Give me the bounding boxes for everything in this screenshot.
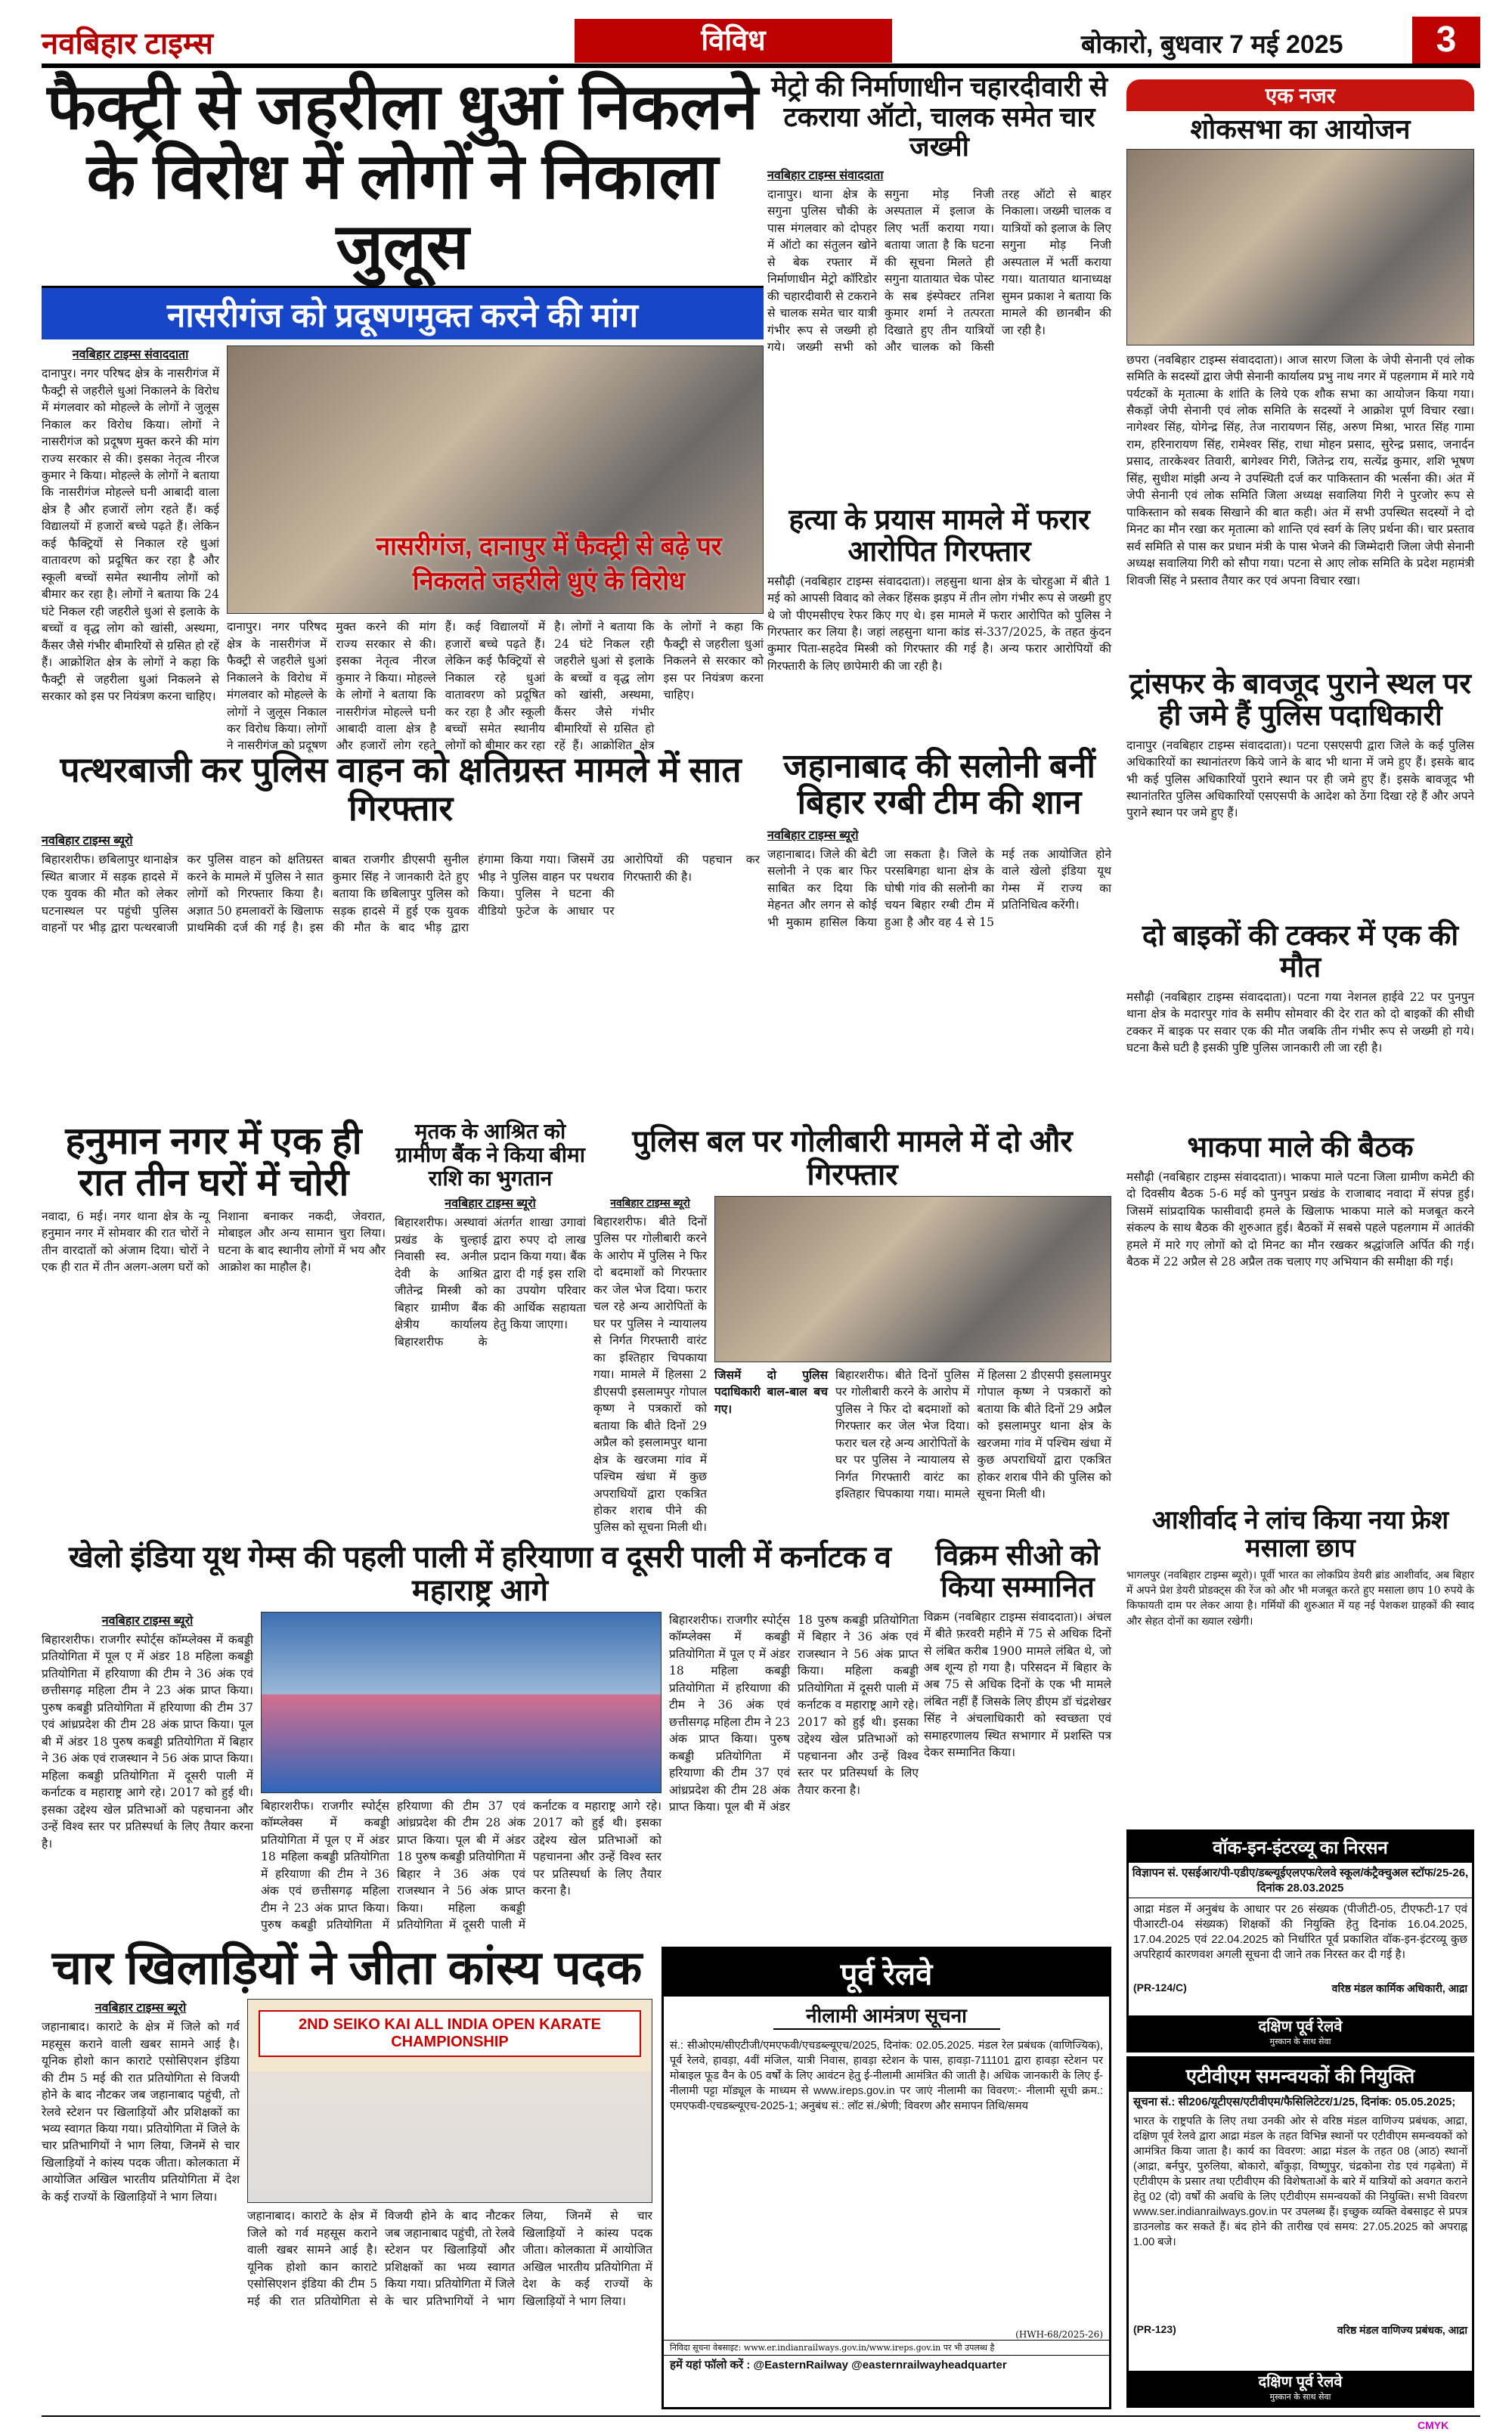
bikes-body: मसौढ़ी (नवबिहार टाइम्स संवाददाता)। पटना गया नेशनल हाईवे 22 पर पुनपुन थाना क्षेत्र के मदारपुर गांव के समीप सोमवार की देर रात को दो बाइकों की सीधी टक्कर में बाइक पर सवार एक की मौत जबकि तीन गंभीर रूप से जख्मी हो गये। घटना कैसे घटी है इसकी पुष्टि पुलिस जानकारी ली जा रही है। <box>1126 990 1474 1055</box>
eastern-body: सं.: सीओएम/सीएटीजी/एमएफवी/एचडब्ल्यूएच/2025, दिनांक: 02.05.2025. मंडल रेल प्रबंधक (वाणिज्यिक), पूर्व रेलवे, हावड़ा, 4वीं मंजिल, यात्री निवास, हावड़ा स्टेशन के पास, हावड़ा-711101 द्वारा हावड़ा स्टेशन पर मोबाइल फूड वैन के 05 वर्षों के लिए आवंटन हेतु ई-नीलामी आमंत्रित की जाती है। अधिक जानकारी के लिए ई-नीलामी पट्टा मॉड्यूल के माध्यम से www.ireps.gov.in पर जाएं नीलामी का विवरण:- नीलामी सूची क्रम.: एमएफवी-एचडब्ल्यूएच-2025-1; अनुबंध सं.: लॉट सं./श्रेणी; विवरण और समापन तिथि/समय <box>670 2040 1103 2112</box>
vikram-body: विक्रम (नवबिहार टाइम्स संवाददाता)। अंचल में बीते फ़रवरी महीने में 75 से अधिक दिनों से लंबित करीब 1900 मामले लंबित थे, जो अब शून्य हो गया है। परिसदन में बिहार के अब 75 से अधिक दिनों के एक भी मामले लंबित नहीं हैं जिसके लिए डीएम डॉ चंद्रशेखर सिंह ने अंचलाधिकारी को स्वच्छता एवं समाहरणालय स्थित सभागार में प्रशस्ति पत्र देकर सम्मानित किया। <box>924 1609 1111 1760</box>
cpiml-story <box>1126 1132 1474 1499</box>
atvm-org: दक्षिण पूर्व रेलवे <box>1258 2374 1343 2390</box>
masthead-logo: नवबिहार टाइम्स <box>42 27 213 60</box>
bikes-story <box>1126 921 1474 1125</box>
metro-byline: नवबिहार टाइम्स संवाददाता <box>767 169 884 182</box>
atvm-ref: सूचना सं.: सी206/यूटीएस/एटीवीएम/फैसिलिटेटर/1/25, दिनांक: 05.05.2025; <box>1133 2096 1456 2108</box>
shoksabha-story <box>1126 79 1474 665</box>
cpiml-body: मसौढ़ी (नवबिहार टाइम्स संवाददाता)। भाकपा माले पटना जिला ग्रामीण कमेटी की दो दिवसीय बैठक 5-6 मई को पुनपुन प्रखंड के राजाबाद नवादा में संपन्न हुई। जिसमें सांप्रदायिक फासीवादी हमले के खिलाफ भाकपा माले को मजबूत करने संकल्प के साथ बैठक की शुरुआत हुई। बैठकों में सबसे पहले पहलगाम में आतंकी हमले में मारे गए लोगों को दो मिनट का मौन रखकर श्रद्धांजलि अर्पित की गई। बैठक में 22 अप्रैल से 28 अप्रैल तक चलाए गए अभियान की समीक्षा की गई। <box>1126 1170 1474 1269</box>
bronze-photo <box>247 1999 652 2203</box>
atvm-body: भारत के राष्ट्रपति के लिए तथा उनकी ओर से वरिष्ठ मंडल वाणिज्य प्रबंधक, आद्रा, दक्षिण पूर्व रेलवे द्वारा आद्रा मंडल के तहत विभिन्न स्थानों पर एटीवीएम समन्वयकों को आमंत्रित किया जाता है। कार्य का विवरण: आद्रा मंडल के तहत 08 (आठ) स्थानों (आद्रा, बर्नपुर, पुरुलिया, बोकारो, बाँकुड़ा, विष्णुपुर, चंद्रकोना रोड एवं गढ़बेता) में एटीवीएम के प्रसार तथा एटीवीएम की विशेषताओं के बारे में यात्रियों को अवगत कराने हेतु 02 (दो) वर्षों की अवधि के लिए एटीवीएम समन्वयकों की नियुक्ति। सभी विवरण www.ser.indianrailways.gov.in पर उपलब्ध हैं। इच्छुक व्यक्ति वेबसाइट से प्रपत्र डाउनलोड कर सकते हैं। बंद होने की तारीख एवं समय: 27.05.2025 को अपराह्न 1.00 बजे। <box>1133 2115 1467 2248</box>
cmyk-mark: CMYK <box>1418 2419 1449 2431</box>
attempt-body: मसौढ़ी (नवबिहार टाइम्स संवाददाता)। लहसुना थाना क्षेत्र के चोरहुआ में बीते 1 मई को आपसी विवाद को लेकर हिंसक झड़प में तीन लोग गंभीर रूप से जख्मी हुए थे जो पीएमसीएच रेफर किए गए थे। इस मामले में फरार आरोपित को पुलिस ने गिरफ्तार कर लिया है। जहां लहसुना थाना कांड सं-337/2025, के तहत कुंदन कुमार पिता-सहदेव मिस्त्री को गिरफ्तार की गई है। अन्य फरार आरोपियों की गिरफ्तारी के लिए छापेमारी की जा रही है। <box>767 574 1111 673</box>
firing-body: बिहारशरीफ। बीते दिनों पुलिस पर गोलीबारी करने के आरोप में पुलिस ने फिर दो बदमाशों को गिरफ्तार कर जेल भेज दिया। फरार चल रहे अन्य आरोपितों के घर पर पुलिस ने न्यायालय से निर्गत गिरफ्तारी वारंट का इश्तिहार चिपकाया गया। मामले में हिलसा 2 डीएसपी इसलामपुर गोपाल कृष्ण ने पत्रकारों को बताया कि बीते दिनों 29 अप्रैल को इसलामपुर थाना क्षेत्र के खरजमा गांव में पश्चिम खंधा में कुछ अपराधियों द्वारा एकत्रित होकर शराब पीने की पुलिस को सूचना मिली थी। <box>593 1215 707 1535</box>
lead-story <box>42 71 764 753</box>
lead-body-continued: दानापुर। नगर परिषद क्षेत्र के नासरीगंज में फैक्ट्री से जहरीले धुआं निकालने के विरोध में मंगलवार को मोहल्ले के लोगों ने जुलूस निकाल कर विरोध किया। लोगों ने नासरीगंज को प्रदूषण मुक्त करने की मांग राज्य सरकार से की। इसका नेतृत्व नीरज कुमार ने किया। मोहल्ले के लोगों ने बताया कि नासरीगंज मोहल्ले घनी आबादी वाला क्षेत्र है और हजारों लोग रहते हैं। कई विद्यालयों में हजारों बच्चे पढ़ते हैं। लेकिन कई फैक्ट्रियों से निकाल रहे धुआं वातावरण को प्रदूषित कर रहा है और स्कूली बच्चों समेत स्थानीय लोगों को बीमार कर रहा है। लोगों ने बताया कि 24 घंटे निकल रही जहरीले धुआं से इलाके के बच्चों व वृद्ध लोग को खांसी, अस्थमा, कैंसर जैसे गंभीर बीमारियों से ग्रसित हो रहें हैं। आक्रोशित क्षेत्र के लोगों ने कहा कि फैक्ट्री से जहरीला धुआं निकलने से सरकार को इस पर नियंत्रण करना चाहिए। <box>227 620 764 753</box>
masthead-rule <box>42 64 1480 68</box>
saloni-body: जहानाबाद। जिले की बेटी सलोनी ने एक बार फिर साबित कर दिया कि मेहनत और लगन से कोई भी मुकाम हासिल किया जा सकता है। जिले के परसबिगहा थाना क्षेत्र के घोषी गांव की सलोनी का चयन बिहार रग्बी टीम में हुआ है और वह 4 से 15 मई तक आयोजित होने वाले खेलो इंडिया यूथ गेम्स में राज्य का प्रतिनिधित्व करेंगी। <box>767 847 1111 929</box>
metro-body: दानापुर। थाना क्षेत्र के सगुना पुलिस चौकी के पास मंगलवार को दोपहर में ऑटो का संतुलन खोने से बेक रफ्तार में निर्माणाधीन मेट्रो कॉरिडोर की चहारदीवारी से टकराने से चालक समेत चार यात्री गंभीर रूप से जख्मी हो गये। जख्मी सभी को सगुना मोड़ निजी अस्पताल में इलाज के लिए भर्ती कराया गया। बताया जाता है कि घटना की सूचना मिलते ही सगुना यातायात चेक पोस्ट के सब इंस्पेक्टर तनिश कुमार शर्मा ने तत्परता दिखाते हुए तीन यात्रियों और चालक को किसी तरह ऑटो से बाहर निकाला। जख्मी चालक व यात्रियों को इलाज के लिए सगुना मोड़ निजी अस्पताल में भर्ती कराया गया। यातायात थानाध्यक्ष सुमन प्रकाश ने बताया कि मामले की छानबीन की जा रही है। <box>767 187 1111 354</box>
stone-story <box>42 751 760 1114</box>
firing-headline: पुलिस बल पर गोलीबारी मामले में दो और गिरफ्तार <box>632 1125 1073 1191</box>
saloni-story <box>767 748 1111 1114</box>
walkin-ad <box>1126 1829 1474 2052</box>
transfer-story <box>1126 669 1474 915</box>
atvm-code: (PR-123) <box>1133 2323 1176 2335</box>
bronze-photo-banner: 2ND SEIKO KAI ALL INDIA OPEN KARATE CHAMPIONSHIP <box>259 2010 641 2057</box>
theft-story <box>42 1120 386 1535</box>
attempt-story <box>767 505 1111 741</box>
khelo-story <box>42 1541 919 1938</box>
atvm-title: एटीवीएम समन्वयकों की नियुक्ति <box>1129 2059 1472 2092</box>
ek-nazar-label: एक नजर <box>1126 79 1474 111</box>
stone-headline: पत्थरबाजी कर पुलिस वाहन को क्षतिग्रस्त मामले में सात गिरफ्तार <box>60 750 742 828</box>
saloni-headline: जहानाबाद की सलोनी बनीं बिहार रग्बी टीम की शान <box>783 748 1095 822</box>
saloni-byline: नवबिहार टाइम्स ब्यूरो <box>767 829 859 842</box>
metro-headline: मेट्रो की निर्माणाधीन चहारदीवारी से टकराया ऑटो, चालक समेत चार जख्मी <box>770 71 1108 163</box>
eastern-railway-ad <box>662 1947 1111 2409</box>
shoksabha-headline: शोकसभा का आयोजन <box>1190 113 1411 144</box>
firing-byline: नवबिहार टाइम्स ब्यूरो <box>610 1197 690 1209</box>
dateline: बोकारो, बुधवार 7 मई 2025 <box>1081 30 1343 59</box>
stone-body: बिहारशरीफ। छबिलापुर थानाक्षेत्र स्थित बाजार में सड़क हादसे में एक युवक की मौत को लेकर घटनास्थल पर पहुंची पुलिस वाहनों पर भीड़ द्वारा पत्थरबाजी कर पुलिस वाहन को क्षतिग्रस्त करने के मामले में पुलिस ने सात लोगों को गिरफ्तार किया है। अज्ञात 50 हमलावरों के खिलाफ प्राथमिकी दर्ज की गई है। इस बाबत राजगीर डीएसपी सुनील कुमार सिंह ने जानकारी देते हुए बताया कि छबिलापुर पुलिस को सड़क हादसे में हुई एक युवक की मौत के बाद भीड़ द्वारा हंगामा किया गया। जिसमें उग्र भीड़ ने पुलिस वाहन पर पथराव किया। पुलिस ने घटना की वीडियो फुटेज के आधार पर आरोपियों की पहचान कर गिरफ्तारी की है। <box>42 853 760 935</box>
khelo-body-continued: बिहारशरीफ। राजगीर स्पोर्ट्स कॉम्प्लेक्स में कबड्डी प्रतियोगिता में पूल ए में अंडर 18 महिला कबड्डी प्रतियोगिता में हरियाणा की टीम ने 36 अंक एवं छत्तीसगढ़ महिला टीम ने 23 अंक प्राप्त किया। पुरुष कबड्डी प्रतियोगिता में हरियाणा की टीम 37 एवं आंध्रप्रदेश की टीम 28 अंक प्राप्त किया। पूल बी में अंडर 18 पुरुष कबड्डी प्रतियोगिता में बिहार ने 36 अंक एवं राजस्थान ने 56 अंक प्राप्त किया। महिला कबड्डी प्रतियोगिता में दूसरी पाली में कर्नाटक व महाराष्ट्र आगे रहे। 2017 को हुई थी। इसका उद्देश्य खेल प्रतिभाओं को पहचानना और उन्हें विश्व स्तर पर प्रतिस्पर्धा के लिए तैयार करना है। <box>261 1799 662 1932</box>
khelo-headline: खेलो इंडिया यूथ गेम्स की पहली पाली में हरियाणा व दूसरी पाली में कर्नाटक व महाराष्ट्र आगे <box>69 1541 891 1607</box>
bronze-body-continued: जहानाबाद। काराटे के क्षेत्र में जिले को गर्व महसूस कराने वाली खबर सामने आई है। यूनिक होशो कान काराटे एसोसिएशन इंडिया की टीम 5 मई की रात प्रतियोगिता से विजयी होने के बाद नौटकर जब जहानाबाद पहुंची, तो रेलवे स्टेशन पर खिलाड़ियों और प्रशिक्षकों का भव्य स्वागत किया गया। प्रतियोगिता में जिले के चार प्रतिभागियों ने भाग लिया, जिनमें से चार खिलाड़ियों ने कांस्य पदक जीता। कोलकाता में आयोजित अखिल भारतीय प्रतियोगिता में देश के कई राज्यों के खिलाड़ियों ने भाग लिया। <box>247 2209 652 2308</box>
footer-rule <box>42 2415 1480 2417</box>
lead-photo-caption: नासरीगंज, दानापुर में फैक्ट्री से बढ़े पर निकलते जहरीले धुएं के विरोध <box>376 532 722 596</box>
theft-body: नवादा, 6 मई। नगर थाना क्षेत्र के न्यू हनुमान नगर में सोमवार की रात चोरों ने तीन वारदातों को अंजाम दिया। चोरों ने एक ही रात में तीन अलग-अलग घरों को निशाना बनाकर नकदी, जेवरात, मोबाइल और अन्य सामान चुरा लिया। घटना के बाद स्थानीय लोगों में भय और आक्रोश का माहौल है। <box>42 1210 386 1275</box>
walkin-org: दक्षिण पूर्व रेलवे <box>1258 2018 1343 2035</box>
walkin-body: आद्रा मंडल में अनुबंध के आधार पर 26 संख्यक (पीजीटी-05, टीएफटी-17 एवं पीआरटी-04 संख्यक) शिक्षकों की नियुक्ति हेतु दिनांक 16.04.2025, 17.04.2025 एवं 22.04.2025 को निर्धारित पूर्व प्रकाशित वॉक-इन-इंटरव्यू कुछ अपरिहार्य कारणवश अगली सूचना दी जाने तक निरस्त कर दी गई है। <box>1133 1903 1467 1961</box>
eastern-footer: निविदा सूचना वेबसाइट: www.er.indianrailways.gov.in/www.ireps.gov.in पर भी उपलब्ध है <box>664 2340 1109 2355</box>
atvm-ad <box>1126 2056 1474 2408</box>
eastern-social: हमें यहां फॉलो करें : @EasternRailway @easternrailwayheadquarter <box>664 2355 1109 2374</box>
firing-body-continued: बिहारशरीफ। बीते दिनों पुलिस पर गोलीबारी करने के आरोप में पुलिस ने फिर दो बदमाशों को गिरफ्तार कर जेल भेज दिया। फरार चल रहे अन्य आरोपितों के घर पर पुलिस ने न्यायालय से निर्गत गिरफ्तारी वारंट का इश्तिहार चिपकाया गया। मामले में हिलसा 2 डीएसपी इसलामपुर गोपाल कृष्ण ने पत्रकारों को बताया कि बीते दिनों 29 अप्रैल को इसलामपुर थाना क्षेत्र के खरजमा गांव में पश्चिम खंधा में कुछ अपराधियों द्वारा एकत्रित होकर शराब पीने की पुलिस को सूचना मिली थी। <box>835 1368 1111 1501</box>
cpiml-headline: भाकपा माले की बैठक <box>1187 1132 1414 1163</box>
lead-photo <box>227 345 764 614</box>
atvm-signatory: वरिष्ठ मंडल वाणिज्य प्रबंधक, आद्रा <box>1337 2324 1467 2336</box>
eastern-subtitle: नीलामी आमंत्रण सूचना <box>773 2001 1000 2030</box>
attempt-headline: हत्या के प्रयास मामले में फरार आरोपित गिरफ्तार <box>789 504 1090 568</box>
khelo-body: बिहारशरीफ। राजगीर स्पोर्ट्स कॉम्प्लेक्स में कबड्डी प्रतियोगिता में पूल ए में अंडर 18 महिला कबड्डी प्रतियोगिता में हरियाणा की टीम ने 36 अंक एवं छत्तीसगढ़ महिला टीम ने 23 अंक प्राप्त किया। पुरुष कबड्डी प्रतियोगिता में हरियाणा की टीम 37 एवं आंध्रप्रदेश की टीम 28 अंक प्राप्त किया। पूल बी में अंडर 18 पुरुष कबड्डी प्रतियोगिता में बिहार ने 36 अंक एवं राजस्थान ने 56 अंक प्राप्त किया। महिला कबड्डी प्रतियोगिता में दूसरी पाली में कर्नाटक व महाराष्ट्र आगे रहे। 2017 को हुई थी। इसका उद्देश्य खेल प्रतिभाओं को पहचानना और उन्हें विश्व स्तर पर प्रतिस्पर्धा के लिए तैयार करना है। <box>42 1633 253 1851</box>
bank-body: बिहारशरीफ। अस्थावां प्रखंड के चुल्हाई निवासी स्व. अनील देवी के आश्रित जीतेन्द्र मिस्त्री को बिहार ग्रामीण बैंक क्षेत्रीय कार्यालय बिहारशरीफ के अंतर्गत शाखा उगावां द्वारा रुपए दो लाख प्रदान किया गया। बैंक द्वारा दी गई इस राशि का उपयोग परिवार की आर्थिक सहायता हेतु किया जाएगा। <box>395 1216 586 1349</box>
masala-headline: आशीर्वाद ने लांच किया नया फ्रेश मसाला छाप <box>1151 1506 1449 1563</box>
khelo-body-right: बिहारशरीफ। राजगीर स्पोर्ट्स कॉम्प्लेक्स में कबड्डी प्रतियोगिता में पूल ए में अंडर 18 महिला कबड्डी प्रतियोगिता में हरियाणा की टीम ने 36 अंक एवं छत्तीसगढ़ महिला टीम ने 23 अंक प्राप्त किया। पुरुष कबड्डी प्रतियोगिता में हरियाणा की टीम 37 एवं आंध्रप्रदेश की टीम 28 अंक प्राप्त किया। पूल बी में अंडर 18 पुरुष कबड्डी प्रतियोगिता में बिहार ने 36 अंक एवं राजस्थान ने 56 अंक प्राप्त किया। महिला कबड्डी प्रतियोगिता में दूसरी पाली में कर्नाटक व महाराष्ट्र आगे रहे। 2017 को हुई थी। इसका उद्देश्य खेल प्रतिभाओं को पहचानना और उन्हें विश्व स्तर पर प्रतिस्पर्धा के लिए तैयार करना है। <box>669 1613 919 1814</box>
bank-byline: नवबिहार टाइम्स ब्यूरो <box>445 1197 536 1211</box>
section-label: विविध <box>575 19 892 63</box>
shoksabha-body: छपरा (नवबिहार टाइम्स संवाददाता)। आज सारण जिला के जेपी सेनानी एवं लोक समिति के सदस्यों द्वारा जेपी सेनानी कार्यालय प्रभु नाथ नगर में पहलगाम में मारे गये पर्यटकों के मृतात्मा के शांति के लिये एक शौक सभा का आयोजन किया गया। सैकड़ों जेपी सेनानी एवं लोक समिति के सदस्यों ने आक्रोश पूर्ण विचार रखा। नागेश्वर सिंह, योगेन्द्र सिंह, तेज नारायणन सिंह, अरुण मिश्रा, भारत सिंह गामा राम, हरिनारायण सिंह, रामेश्वर सिंह, राधा मोहन प्रसाद, सुरेन्द्र प्रसाद, जनार्दन प्रसाद, तारकेश्वर तिवारी, बागेश्वर गिरी, जितेन्द्र राय, सत्येंद्र कुमार, शशि भूषण सिंह, सुधीश मांझी अन्य ने उपस्थिती दर्ज कर पाकिस्तान की भर्त्सना की। अंत में जेपी सेनानी एवं लोक समिति जिला अध्यक्ष सवालिया गिरी ने पुरजोर रूप से पाकिस्तान को सबक सिखाने की बात कही। अंत में सभी उपस्थित सदस्यों ने दो मिनट का मौन रखा कर मृतात्मा को शान्ति एवं स्वर्ग के लिए प्रर्थना की। चार प्रस्ताव सर्व समिति से पास कर प्रधान मंत्री के पास भेजने की जिम्मेदारी जिला जेपी सेनानी अध्यक्ष सवालिया गिरी को सौपा गया। पटना से आए लोक समिति के प्रदेश महामंत्री शिवजी सिंह ने प्रस्ताव तैयार कर एवं अपना विचार रखा। <box>1126 352 1474 587</box>
firing-photo <box>714 1196 1111 1362</box>
bank-headline: मृतक के आश्रित को ग्रामीण बैंक ने किया बीमा राशि का भुगतान <box>395 1120 585 1190</box>
walkin-ref: विज्ञापन सं. एसईआर/पी-एडीए/डब्ल्यूईएलएफ/रेलवे स्कूल/कंट्रैक्चुअल स्टॉफ/25-26, दिनांक 28.03.2025 <box>1129 1863 1472 1898</box>
lead-body: दानापुर। नगर परिषद क्षेत्र के नासरीगंज में फैक्ट्री से जहरीले धुआं निकालने के विरोध में मंगलवार को मोहल्ले के लोगों ने जुलूस निकाल कर विरोध किया। लोगों ने नासरीगंज को प्रदूषण मुक्त करने की मांग राज्य सरकार से की। इसका नेतृत्व नीरज कुमार ने किया। मोहल्ले के लोगों ने बताया कि नासरीगंज मोहल्ले घनी आबादी वाला क्षेत्र है और हजारों लोग रहते हैं। कई विद्यालयों में हजारों बच्चे पढ़ते हैं। लेकिन कई फैक्ट्रियों से निकाल रहे धुआं वातावरण को प्रदूषित कर रहा है और स्कूली बच्चों समेत स्थानीय लोगों को बीमार कर रहा है। लोगों ने बताया कि 24 घंटे निकल रही जहरीले धुआं से इलाके के बच्चों व वृद्ध लोग को खांसी, अस्थमा, कैंसर जैसे गंभीर बीमारियों से ग्रसित हो रहें हैं। आक्रोशित क्षेत्र के लोगों ने कहा कि फैक्ट्री से जहरीला धुआं निकलने से सरकार को इस पर नियंत्रण करना चाहिए। <box>42 367 219 704</box>
bronze-body: जहानाबाद। काराटे के क्षेत्र में जिले को गर्व महसूस कराने वाली खबर सामने आई है। यूनिक होशो कान काराटे एसोसिएशन इंडिया की टीम 5 मई की रात प्रतियोगिता से विजयी होने के बाद नौटकर जब जहानाबाद पहुंची, तो रेलवे स्टेशन पर खिलाड़ियों और प्रशिक्षकों का भव्य स्वागत किया गया। प्रतियोगिता में जिले के चार प्रतिभागियों ने भाग लिया, जिनमें से चार खिलाड़ियों ने कांस्य पदक जीता। कोलकाता में आयोजित अखिल भारतीय प्रतियोगिता में देश के कई राज्यों के खिलाड़ियों ने भाग लिया। <box>42 2020 240 2204</box>
masala-story <box>1126 1507 1474 1809</box>
bronze-byline: नवबिहार टाइम्स ब्यूरो <box>94 2002 187 2015</box>
vikram-headline: विक्रम सीओ को किया सम्मानित <box>935 1540 1100 1603</box>
stone-byline: नवबिहार टाइम्स ब्यूरो <box>42 835 133 848</box>
bank-story <box>395 1120 586 1535</box>
page-number: 3 <box>1412 17 1480 64</box>
eastern-ref: (HWH-68/2025-26) <box>1015 2329 1103 2340</box>
atvm-tagline: मुस्कान के साथ सेवा <box>1269 2392 1331 2402</box>
transfer-headline: ट्रांसफर के बावजूद पुराने स्थल पर ही जमे हैं पुलिस पदाधिकारी <box>1129 668 1471 732</box>
lead-byline: नवबिहार टाइम्स संवाददाता <box>72 349 189 362</box>
bronze-headline: चार खिलाड़ियों ने जीता कांस्य पदक <box>51 1942 643 1994</box>
bikes-headline: दो बाइकों की टक्कर में एक की मौत <box>1142 920 1459 984</box>
masala-body: भागलपुर (नवबिहार टाइम्स ब्यूरो)। पूर्वी भारत का लोकप्रिय डेयरी ब्रांड आशीर्वाद, अब बिहार में अपने प्रेश डेयरी प्रोडक्ट्स की रेंज को और भी मजबूत करते हुए मसाला छाप 10 रुपये के किफायती दाम पर लेकर आया है। गर्मियों की शुरुआत में यह नई पेशकश ग्राहकों की स्वाद और सेहत दोनों का ख्याल रखेगी। <box>1126 1569 1474 1628</box>
bronze-story <box>42 1943 652 2410</box>
eastern-title: पूर्व रेलवे <box>664 1949 1109 1997</box>
khelo-photo <box>261 1612 662 1793</box>
lead-headline: फैक्ट्री से जहरीला धुआं निकलने के विरोध में लोगों ने निकाला जुलूस <box>47 71 758 282</box>
walkin-code: (PR-124/C) <box>1133 1981 1187 1994</box>
vikram-story <box>924 1541 1111 1938</box>
transfer-body: दानापुर (नवबिहार टाइम्स संवाददाता)। पटना एसएसपी द्वारा जिले के कई पुलिस अधिकारियों का स्थानांतरण किये जाने के बाद भी थाना में जमे हुए हैं। इसके बाद भी कई पुलिस अधिकारियों पुराने स्थान पर ही जमे हुए हैं। इसके बावजूद भी स्थानांतरित पुलिस अधिकारियों एसएसपी के आदेश को ठेंगा दिखा रहे हैं और अपने पुराने स्थान पर जमे हुए हैं। <box>1126 738 1474 820</box>
khelo-byline: नवबिहार टाइम्स ब्यूरो <box>101 1615 194 1628</box>
theft-headline: हनुमान नगर में एक ही रात तीन घरों में चोरी <box>65 1120 362 1204</box>
metro-story <box>767 72 1111 499</box>
walkin-title: वॉक-इन-इंटरव्यू का निरसन <box>1129 1832 1472 1863</box>
lead-subhead: नासरीगंज को प्रदूषणमुक्त करने की मांग <box>42 286 764 339</box>
walkin-tagline: मुस्कान के साथ सेवा <box>1269 2037 1331 2046</box>
shoksabha-photo <box>1126 149 1474 345</box>
walkin-signatory: वरिष्ठ मंडल कार्मिक अधिकारी, आद्रा <box>1331 1982 1467 1994</box>
firing-photo-caption: जिसमें दो पुलिस पदाधिकारी बाल-बाल बच गए। <box>714 1368 828 1416</box>
firing-story <box>593 1125 1111 1535</box>
